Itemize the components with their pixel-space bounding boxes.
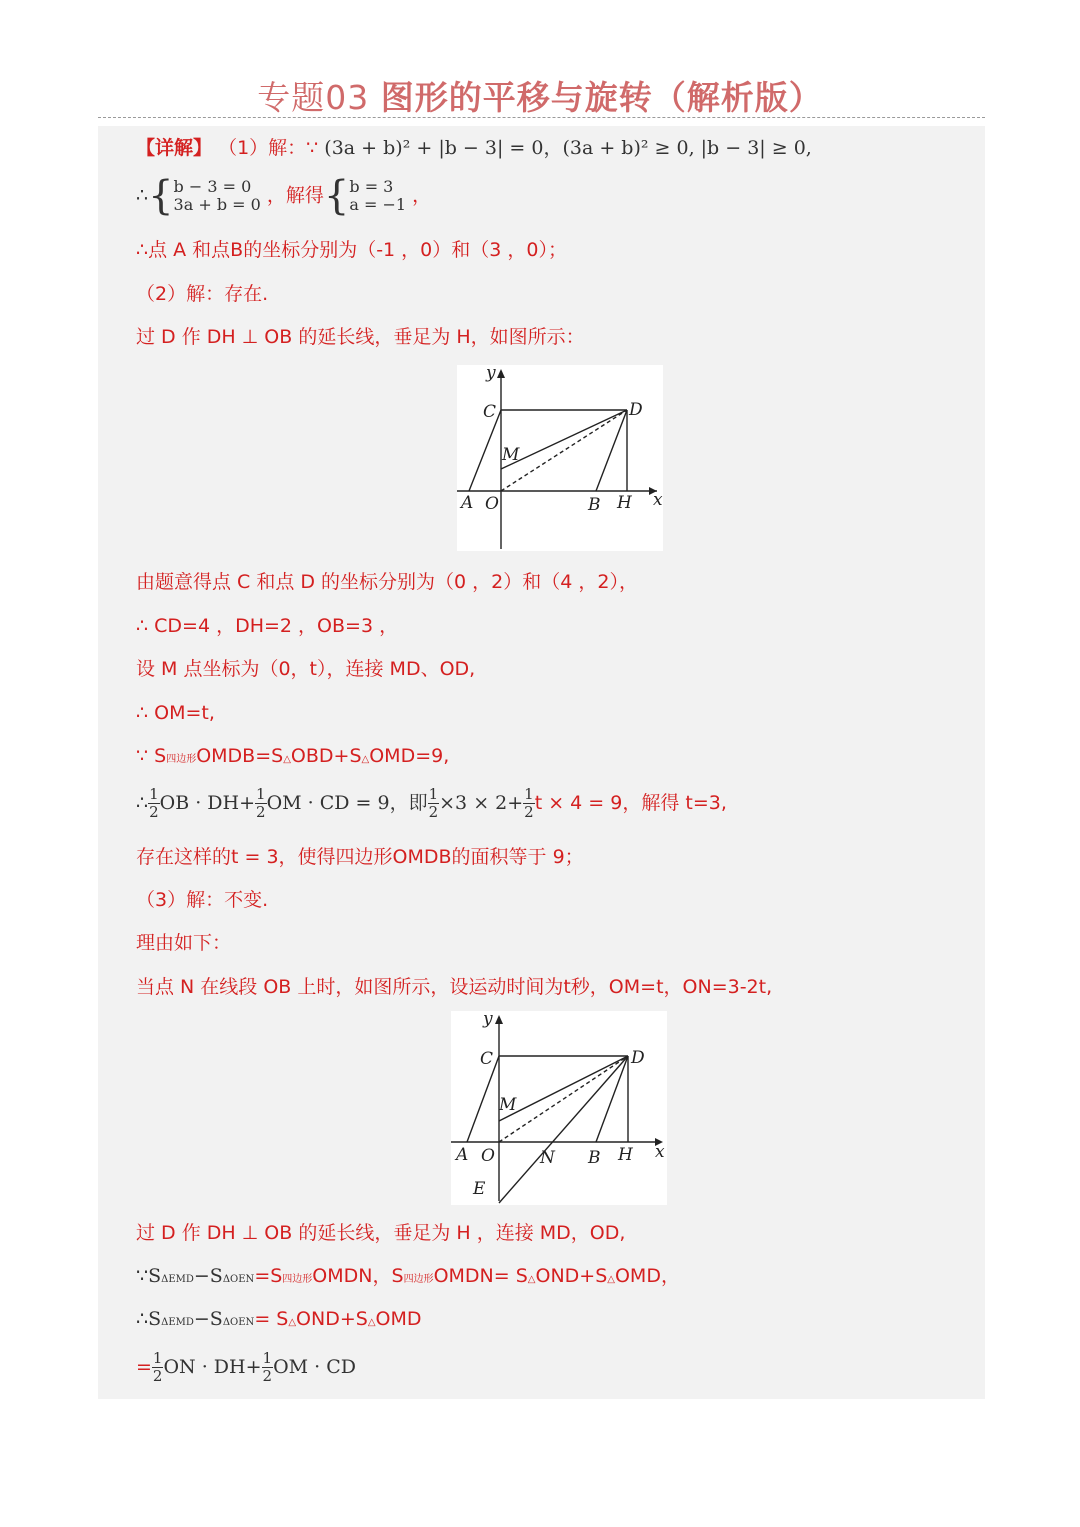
line-1	[136, 134, 812, 162]
detail-label: 【详解】	[136, 137, 213, 159]
system-2-eq-1: b = 3	[349, 177, 394, 196]
figure-1	[457, 365, 663, 551]
line-14: 理由如下：	[136, 932, 232, 954]
fraction-numerator: 1	[256, 785, 266, 803]
line-2-end: ，	[412, 184, 432, 207]
label-h: H	[617, 493, 632, 513]
segment-db	[596, 1056, 628, 1142]
line-11-part-c: OM · CD = 9，即	[266, 792, 428, 814]
line-19-equals: =	[136, 1356, 152, 1378]
y-arrow-icon	[497, 369, 505, 378]
line-10-sub-1: 四边形	[166, 754, 197, 765]
line-11-therefore: ∴	[136, 792, 149, 814]
line-16: 过 D 作 DH ⊥ OB 的延长线，垂足为 H ，连接 MD，OD,	[136, 1222, 626, 1244]
line-2	[136, 173, 432, 219]
system-1-eq-2: 3a + b = 0	[173, 195, 261, 214]
line-2-mid: ，解得	[266, 184, 324, 207]
label-a: A	[461, 493, 474, 513]
fraction-denominator: 2	[256, 803, 266, 821]
fraction-numerator: 1	[524, 785, 534, 803]
line-17-sub-1: ΔEMD	[161, 1274, 194, 1285]
figure-2	[451, 1011, 667, 1205]
line-15: 当点 N 在线段 OB 上时，如图所示，设运动时间为t秒，OM=t，ON=3-2t,	[136, 976, 773, 998]
label-y: y	[483, 1011, 493, 1029]
line-11-part-d: ×3 × 2+	[439, 792, 524, 814]
page-title	[0, 72, 1080, 119]
line-10-sub-2: △	[283, 754, 291, 765]
title-text: 图形的平移与旋转（解析版）	[380, 78, 823, 117]
line-7: ∴ CD=4 ，DH=2 ，OB=3 ，	[136, 615, 399, 637]
label-x: x	[653, 490, 663, 510]
figure-2-diagram	[451, 1011, 667, 1205]
figure-1-diagram	[457, 365, 663, 551]
label-b: B	[588, 495, 601, 515]
line-18-part-d: OND+S	[296, 1308, 368, 1330]
fraction-numerator: 1	[428, 785, 439, 803]
line-8: 设 M 点坐标为（0，t），连接 MD、OD,	[136, 658, 476, 680]
fraction-denominator: 2	[428, 803, 439, 821]
line-13: （3）解：不变.	[136, 889, 269, 911]
fraction-denominator: 2	[149, 803, 159, 821]
brace-icon: {	[148, 173, 174, 219]
line-3: ∴点 A 和点B的坐标分别为（-1 ，0）和（3 ，0）；	[136, 239, 567, 261]
system-2-eq-2: a = −1	[349, 195, 407, 214]
line-1-text: （1）解：∵	[218, 137, 319, 159]
equation-system-2	[349, 178, 406, 214]
fraction-denominator: 2	[262, 1367, 273, 1385]
line-11-part-b: OB · DH+	[159, 792, 256, 814]
line-17-part-b: −S	[193, 1265, 223, 1287]
line-6: 由题意得点 C 和点 D 的坐标分别为（0 ，2）和（4 ，2），	[136, 571, 638, 593]
line-9: ∴ OM=t,	[136, 702, 215, 724]
line-10	[136, 742, 449, 774]
line-10-part-d: OMD=9,	[369, 745, 450, 767]
label-b: B	[588, 1148, 601, 1168]
fraction-denominator: 2	[152, 1367, 163, 1385]
segment-od	[501, 410, 627, 491]
line-18-part-b: −S	[193, 1308, 223, 1330]
line-10-sub-3: △	[361, 754, 370, 765]
label-m: M	[499, 1095, 517, 1115]
segment-ac	[469, 410, 501, 491]
line-17-part-e: OMDN= S	[433, 1265, 528, 1287]
fraction-half	[523, 786, 535, 821]
fraction-half	[255, 786, 267, 821]
line-18-sub-4: △	[367, 1317, 376, 1328]
line-17-part-a: ∵S	[136, 1265, 162, 1287]
line-18-part-a: ∴S	[136, 1308, 162, 1330]
line-11-part-e: t × 4 = 9，解得 t=3,	[534, 792, 727, 814]
line-17-part-c: =S	[254, 1265, 283, 1287]
label-o: O	[481, 1146, 495, 1166]
therefore-symbol: ∴	[136, 184, 149, 207]
fraction-numerator: 1	[152, 1349, 163, 1367]
line-10-part-c: OBD+S	[290, 745, 362, 767]
fraction-half	[148, 786, 160, 821]
label-e: E	[473, 1179, 486, 1199]
brace-icon: {	[323, 173, 350, 219]
fraction-half	[262, 1350, 274, 1385]
line-18-part-e: OMD	[375, 1308, 422, 1330]
label-c: C	[480, 1049, 494, 1069]
label-o: O	[485, 494, 499, 514]
fraction-numerator: 1	[262, 1349, 273, 1367]
fraction-half	[152, 1350, 164, 1385]
fraction-half	[428, 786, 440, 821]
label-n: N	[540, 1148, 555, 1168]
system-1-eq-1: b − 3 = 0	[173, 177, 252, 196]
label-d: D	[631, 1048, 645, 1068]
label-m: M	[502, 445, 520, 465]
label-y: y	[486, 365, 496, 383]
label-h: H	[618, 1145, 633, 1165]
y-arrow-icon	[495, 1015, 503, 1024]
line-5: 过 D 作 DH ⊥ OB 的延长线，垂足为 H，如图所示：	[136, 326, 585, 348]
label-x: x	[655, 1142, 665, 1162]
line-10-part-b: OMDB=S	[196, 745, 284, 767]
line-10-part-a: ∵ S	[136, 745, 167, 767]
label-d: D	[629, 400, 643, 420]
label-c: C	[483, 402, 497, 422]
line-18-sub-1: ΔEMD	[161, 1317, 194, 1328]
line-11	[136, 784, 727, 822]
line-12: 存在这样的t = 3，使得四边形OMDB的面积等于 9；	[136, 846, 584, 868]
line-17-part-f: OND+S	[535, 1265, 608, 1287]
line-19-part-c: OM · CD	[273, 1356, 356, 1378]
line-18-part-c: = S	[254, 1308, 289, 1330]
line-18-sub-3: △	[288, 1317, 297, 1328]
line-1-math: (3a + b)² + |b − 3| = 0，(3a + b)² ≥ 0, |b − 3| ≥ 0,	[324, 137, 812, 159]
header-divider	[98, 117, 985, 118]
line-17-part-g: OMD，	[614, 1265, 680, 1287]
line-4: （2）解：存在.	[136, 283, 269, 305]
line-18	[136, 1305, 422, 1337]
line-19-part-b: ON · DH+	[163, 1356, 262, 1378]
line-17-sub-5: △	[527, 1274, 536, 1285]
fraction-denominator: 2	[524, 803, 534, 821]
line-17	[136, 1262, 680, 1294]
line-17-sub-6: △	[607, 1274, 615, 1285]
line-19	[136, 1348, 356, 1386]
line-17-sub-2: ΔOEN	[222, 1274, 255, 1285]
label-a: A	[456, 1145, 469, 1165]
fraction-numerator: 1	[149, 785, 159, 803]
title-prefix: 专题03	[257, 78, 370, 117]
line-17-sub-4: 四边形	[403, 1274, 434, 1285]
segment-md	[499, 1056, 628, 1121]
line-17-part-d: OMDN，S	[312, 1265, 404, 1287]
line-17-sub-3: 四边形	[282, 1274, 313, 1285]
line-18-sub-2: ΔOEN	[222, 1317, 255, 1328]
equation-system-1	[174, 178, 261, 214]
